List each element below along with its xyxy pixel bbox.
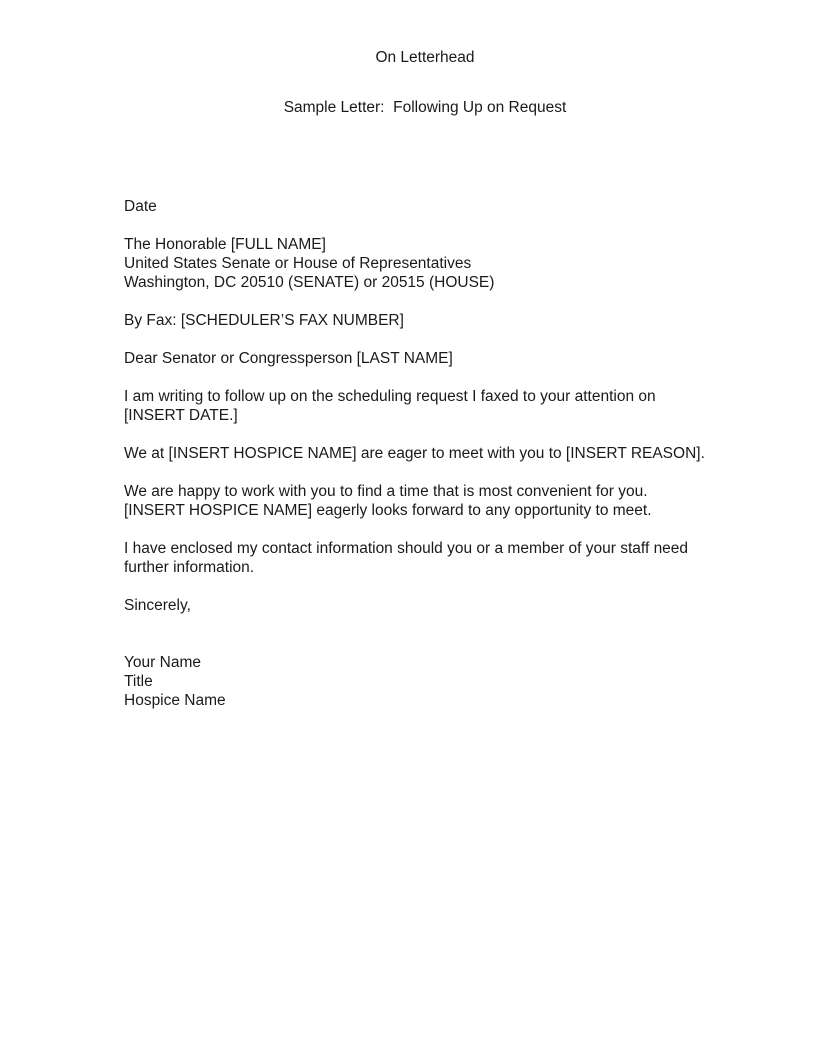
body-paragraph-4: I have enclosed my contact information should you or a member of your staff need further information.: [124, 540, 689, 576]
signature-block: [124, 653, 706, 710]
recipient-address-block: [124, 235, 706, 292]
fax-delivery-line: By Fax: [SCHEDULER’S FAX NUMBER]: [124, 312, 404, 329]
signature-title: Title: [124, 673, 153, 690]
body-paragraph-2: We at [INSERT HOSPICE NAME] are eager to meet with you to [INSERT REASON].: [124, 445, 705, 462]
signature-organization: Hospice Name: [124, 692, 226, 709]
recipient-city-state-zip-line: Washington, DC 20510 (SENATE) or 20515 (HOUSE): [124, 274, 495, 291]
date-placeholder: Date: [124, 198, 157, 215]
body-paragraph-3: We are happy to work with you to find a time that is most convenient for you. [INSERT HOSPICE NAME] eagerly looks forward to any opportunity to meet.: [124, 483, 652, 519]
document-title: Sample Letter: Following Up on Request: [283, 99, 567, 116]
date-block: [124, 197, 706, 216]
letterhead-note: On Letterhead: [375, 49, 475, 66]
delivery-method-block: [124, 311, 706, 330]
closing-block: [124, 596, 706, 615]
recipient-chamber-line: United States Senate or House of Representatives: [124, 255, 472, 272]
salutation-block: [124, 349, 706, 368]
recipient-name-line: The Honorable [FULL NAME]: [124, 236, 326, 253]
salutation-line: Dear Senator or Congressperson [LAST NAME]: [124, 350, 453, 367]
heading-spacer: [0, 67, 816, 98]
signature-name: Your Name: [124, 654, 201, 671]
letter-body: [124, 197, 706, 710]
body-paragraph-1: I am writing to follow up on the scheduling request I faxed to your attention on [INSERT DATE.]: [124, 388, 656, 424]
closing-line: Sincerely,: [124, 597, 191, 614]
heading-block: [0, 48, 816, 117]
